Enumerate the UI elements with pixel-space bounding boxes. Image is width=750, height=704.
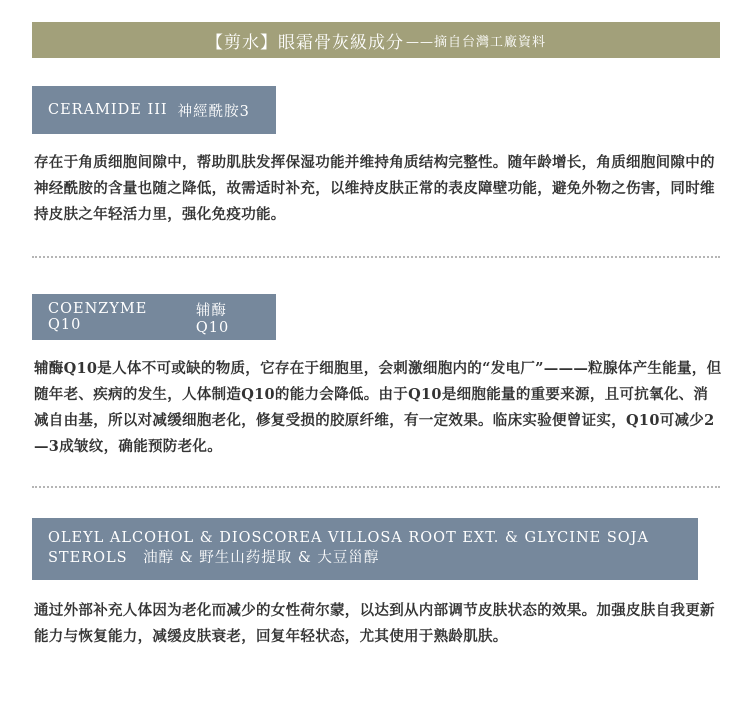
tag-en: CERAMIDE III (48, 102, 168, 118)
ingredient-description-oleyl-alcohol: 通过外部补充人体因为老化而减少的女性荷尔蒙，以达到从内部调节皮肤状态的效果。加强皮肤自我更新能力与恢复能力，减缓皮肤衰老，回复年轻状态，尤其使用于熟龄肌肤。 (34, 602, 715, 645)
header-subtitle: ——摘自台灣工廠資料 (405, 34, 546, 50)
ingredient-tag-ceramide (32, 86, 276, 134)
dotted-divider (32, 486, 720, 488)
tag-cn: 辅酶Q10 (195, 302, 230, 336)
tag-cn: 神經酰胺3 (177, 103, 250, 120)
ingredient-tag-coenzyme-q10 (32, 294, 276, 340)
ingredient-tag-oleyl-alcohol (32, 518, 698, 580)
header-title: 【剪水】眼霜骨灰級成分 (205, 32, 404, 53)
ingredient-description-ceramide: 存在于角质细胞间隙中，帮助肌肤发挥保湿功能并维持角质结构完整性。随年龄增长，角质细胞间隙中的神经酰胺的含量也随之降低，故需适时补充，以维持皮肤正常的表皮障壁功能，避免外物之伤害，同时维持皮肤之年轻活力里，强化免疫功能。 (34, 154, 715, 223)
dotted-divider (32, 256, 720, 258)
tag-en: OLEYL ALCOHOL & DIOSCOREA VILLOSA ROOT EXT. & GLYCINE SOJA STEROLS (48, 530, 649, 566)
tag-en: COENZYME Q10 (48, 301, 148, 333)
header-banner (32, 22, 720, 58)
tag-cn: 油醇 & 野生山药提取 & 大豆甾醇 (143, 550, 380, 566)
ingredient-description-coenzyme-q10: 辅酶Q10是人体不可或缺的物质，它存在于细胞里，会刺激细胞内的“发电厂”———粒腺体产生能量，但随年老、疾病的发生，人体制造Q10的能力会降低。由于Q10是细胞能量的重要来源，且可抗氧化、消减自由基，所以对减缓细胞老化，修复受损的胶原纤维，有一定效果。临床实验便曾证实，Q10可减少2—3成皱纹，确能预防老化。 (34, 360, 722, 455)
